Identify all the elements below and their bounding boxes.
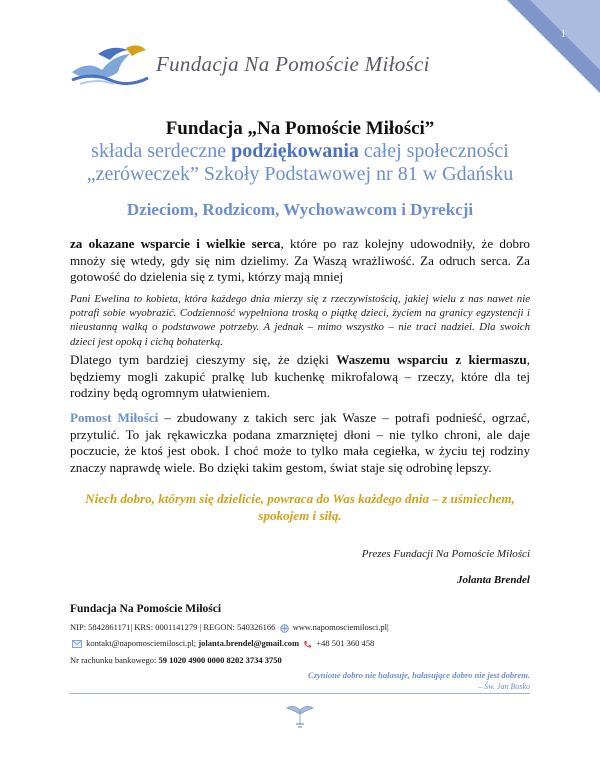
- footer-email-link[interactable]: kontakt@napomosciemilosci.pl;: [86, 638, 199, 648]
- logo-bird-icon: [68, 42, 152, 88]
- globe-icon: [280, 624, 289, 633]
- footer-website-link[interactable]: www.napomosciemilosci.pl|: [292, 622, 389, 632]
- footer-phone[interactable]: +48 501 360 458: [316, 638, 375, 648]
- title-line-2-pre: składa serdeczne: [91, 140, 232, 162]
- page-title: Fundacja „Na Pomoście Miłości”: [165, 118, 435, 139]
- paragraph-1: [70, 236, 530, 286]
- footer-motto: Czynione dobro nie hałasuje, hałasujące dobro nie jest dobrem.: [308, 670, 530, 680]
- paragraph-3: [70, 352, 530, 402]
- paragraph-4: [70, 410, 530, 476]
- page-number: 1: [560, 28, 566, 40]
- footer-bird-icon: [285, 702, 315, 728]
- title-line-2-bold: podziękowania: [231, 140, 359, 162]
- footer-bank-number: 59 1020 4900 0000 8202 3734 3750: [158, 655, 282, 665]
- footer-bank-label: Nr rachunku bankowego:: [70, 655, 159, 665]
- paragraph-1-bold: za okazane wsparcie i wielkie serca: [70, 236, 281, 251]
- footer-divider: [70, 693, 530, 694]
- footer-bank-line: [70, 655, 282, 665]
- footer-contact-line: [70, 638, 374, 649]
- paragraph-4-lead: Pomost Miłości: [70, 410, 159, 425]
- title-line-2: [0, 140, 600, 163]
- brand-name: Fundacja Na Pomoście Miłości: [156, 52, 430, 76]
- subtitle: Dzieciom, Rodzicom, Wychowawcom i Dyrekcji: [126, 200, 474, 219]
- phone-icon: [303, 640, 312, 649]
- paragraph-story: Pani Ewelina to kobieta, która każdego dnia mierzy się z rzeczywistością, jakiej wielu z nas nawet nie potrafi sobie wyobrazić. Codzienność wypełniona troską o piątkę dzieci, życiem na granicy egzystencji i nieustanną walką o podstawowe potrzeby. A jednak – mimo wszystko – nie traci nadziei. Dla swoich dzieci jest opoką i cichą bohaterką.: [70, 293, 530, 348]
- footer-ids: NIP: 5842861171| KRS: 0001141279 | REGON: 540326166: [70, 622, 276, 632]
- footer-ids-line: [70, 622, 389, 633]
- paragraph-4-rest: – zbudowany z takich serc jak Wasze – potrafi podnieść, ogrzać, przytulić. To jak rękawiczka podana zmarzniętej dłoni – nie tylko chroni, ale daje poczucie, że ktoś jest obok. I choć może to tylko mała cegiełka, w życiu tej rodziny znaczy naprawdę wiele. Bo dzięki takim gestom, świat staje się odrobinę lepszy.: [70, 410, 530, 475]
- title-line-2-post: całej społeczności: [358, 140, 509, 162]
- paragraph-3-bold: Waszemu wsparciu z kiermaszu: [336, 352, 527, 367]
- mail-icon: [72, 640, 82, 648]
- paragraph-3-post: , będziemy mogli zakupić pralkę lub kuchenkę mikrofalową – rzeczy, które dla tej rodziny będą ogromnym ułatwieniem.: [70, 352, 530, 400]
- signature-role: Prezes Fundacji Na Pomoście Miłości: [361, 548, 530, 560]
- closing-quote: Niech dobro, którym się dzielicie, powraca do Was każdego dnia – z uśmiechem, spokojem i siłą.: [85, 491, 515, 523]
- footer-motto-author: – Św. Jan Bosko: [478, 682, 530, 691]
- paragraph-1-rest: , które po raz kolejny udowodniły, że dobro mnoży się wtedy, gdy się nim dzielimy. Za Waszą wrażliwość. Za odruch serca. Za gotowość do dzielenia się z tymi, którzy mają mniej: [70, 236, 530, 284]
- footer-org-name: Fundacja Na Pomoście Miłości: [70, 603, 222, 615]
- paragraph-3-pre: Dlatego tym bardziej cieszymy się, że dzięki: [70, 352, 337, 367]
- signature-name: Jolanta Brendel: [456, 574, 530, 586]
- title-line-3: „zeróweczek” Szkoły Podstawowej nr 81 w Gdańsku: [86, 163, 514, 185]
- footer-email2-link[interactable]: jolanta.brendel@gmail.com: [198, 638, 300, 648]
